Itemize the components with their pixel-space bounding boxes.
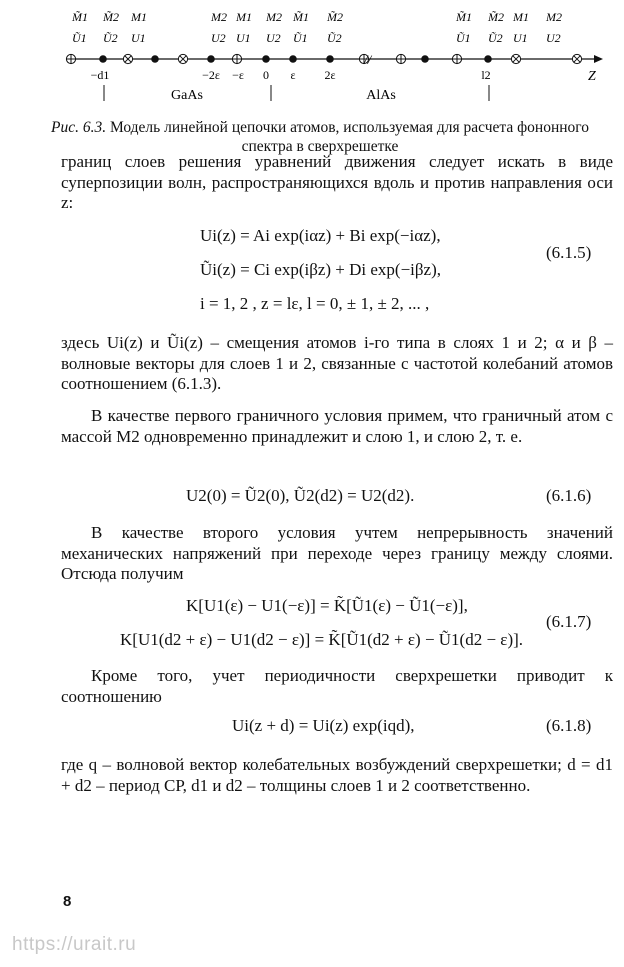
atom-displacement-label: U2: [546, 31, 561, 45]
atom-circle-cross: [178, 54, 187, 63]
axis-tick-label: −d1: [90, 68, 110, 82]
atom-displacement-label: Ũ1: [293, 31, 308, 45]
atom-displacement-label: U2: [266, 31, 281, 45]
atom-circle-plus: [232, 54, 241, 63]
axis-label: Z: [588, 69, 596, 84]
atom-circle-cross: [123, 54, 132, 63]
atom-mass-label: M2: [266, 10, 282, 24]
atom-mass-label: M1: [513, 10, 529, 24]
atom-circle-cross: [572, 54, 581, 63]
atom-displacement-label: Ũ1: [72, 31, 87, 45]
atom-mass-label: M̃1: [72, 10, 88, 24]
atom-circle-plus: [396, 54, 405, 63]
paragraph-4: В качестве второго условия учтем непрерывность значений механических напряжений при переходе через границу между слоями. Отсюда получим: [61, 523, 613, 583]
atom-circle-plus: [66, 54, 75, 63]
atom-mass-label: M̃2: [103, 10, 119, 24]
atom-mass-label: M2: [211, 10, 227, 24]
figure-caption: [50, 118, 590, 156]
atom-mass-label: M̃2: [327, 10, 343, 24]
atom-displacement-label: Ũ2: [488, 31, 503, 45]
atom-dot: [326, 55, 334, 63]
paragraph-3: В качестве первого граничного условия примем, что граничный атом с массой M2 одновременно принадлежит и слою 1, и слою 2, т. е.: [61, 406, 613, 446]
atom-dot: [151, 55, 159, 63]
atom-dot: [262, 55, 270, 63]
atom-dot: [484, 55, 492, 63]
atom-labels: [71, 10, 562, 45]
equation-6-1-5-line2: Ũi(z) = Ci exp(iβz) + Di exp(−iβz),: [200, 260, 442, 279]
page-number: 8: [63, 893, 72, 910]
paragraph-2: здесь Ui(z) и Ũi(z) – смещения атомов i-го типа в слоях 1 и 2; α и β – волновые векторы для слоев 1 и 2, связанные с частотой колебаний атомов соотношением (6.1.3).: [61, 333, 613, 393]
atom-displacement-label: U1: [131, 31, 146, 45]
atom-circle-plus: [452, 54, 461, 63]
axis-tick-label: ε: [290, 68, 296, 82]
equation-6-1-7-line2: K[U1(d2 + ε) − U1(d2 − ε)] = K̃[Ũ1(d2 + ε) − Ũ1(d2 − ε)].: [120, 630, 524, 649]
atom-displacement-label: Ũ2: [103, 31, 118, 45]
atom-mass-label: M̃2: [488, 10, 504, 24]
equation-6-1-5-line3: i = 1, 2 , z = lε, l = 0, ± 1, ± 2, ... ,: [200, 294, 430, 313]
watermark-url: https://urait.ru: [12, 934, 137, 955]
atom-dot: [289, 55, 297, 63]
break-mark: //: [364, 52, 372, 67]
equation-6-1-7-line1: K[U1(ε) − U1(−ε)] = K̃[Ũ1(ε) − Ũ1(−ε)],: [186, 596, 468, 615]
atom-mass-label: M̃1: [456, 10, 472, 24]
paragraph-1: границ слоев решения уравнений движения следует искать в виде суперпозиции волн, распространяющихся вдоль и против направления оси z:: [61, 152, 613, 212]
axis-tick-label: −2ε: [202, 68, 220, 82]
atom-mass-label: M1: [236, 10, 252, 24]
equation-6-1-8: Ui(z + d) = Ui(z) exp(iqd),: [232, 716, 415, 735]
equation-6-1-6: U2(0) = Ũ2(0), Ũ2(d2) = U2(d2).: [186, 486, 415, 505]
atom-mass-label: M̃1: [293, 10, 309, 24]
atom-mass-label: M2: [546, 10, 562, 24]
atom-displacement-label: U1: [236, 31, 251, 45]
paragraph-5: Кроме того, учет периодичности сверхрешетки приводит к соотношению: [61, 666, 613, 706]
equation-number-6-1-6: (6.1.6): [546, 486, 592, 505]
axis-tick-label: l2: [481, 68, 491, 82]
caption-label: Рис. 6.3.: [50, 119, 107, 136]
chain-diagram: [0, 0, 624, 112]
atom-dot: [421, 55, 429, 63]
axis-arrow: [594, 55, 603, 63]
atom-displacement-label: Ũ2: [327, 31, 342, 45]
paragraph-6: где q – волновой вектор колебательных возбуждений сверхрешетки; d = d1 + d2 – период СР, d1 и d2 – толщины слоев 1 и 2 соответственно.: [61, 755, 613, 795]
region-gaas: GaAs: [171, 88, 203, 103]
equation-number-6-1-7: (6.1.7): [546, 612, 592, 631]
axis-tick-label: 0: [263, 68, 269, 82]
atom-displacement-label: U2: [211, 31, 226, 45]
atom-displacement-label: Ũ1: [456, 31, 471, 45]
equation-number-6-1-8: (6.1.8): [546, 716, 592, 735]
axis-tick-label: 2ε: [324, 68, 336, 82]
region-alas: AlAs: [366, 88, 396, 103]
atom-dot: [207, 55, 215, 63]
chain-figure: [0, 0, 624, 112]
axis-tick-label: −ε: [232, 68, 244, 82]
atom-dot: [99, 55, 107, 63]
atom-circle-cross: [511, 54, 520, 63]
atom-mass-label: M1: [131, 10, 147, 24]
atom-displacement-label: U1: [513, 31, 528, 45]
equation-6-1-5-line1: Ui(z) = Ai exp(iαz) + Bi exp(−iαz),: [200, 226, 441, 245]
equation-number-6-1-5: (6.1.5): [546, 243, 592, 262]
axis-ticks: [91, 68, 491, 82]
caption-text: Модель линейной цепочки атомов, используемая для расчета фононного спектра в сверхрешетке: [109, 119, 590, 155]
